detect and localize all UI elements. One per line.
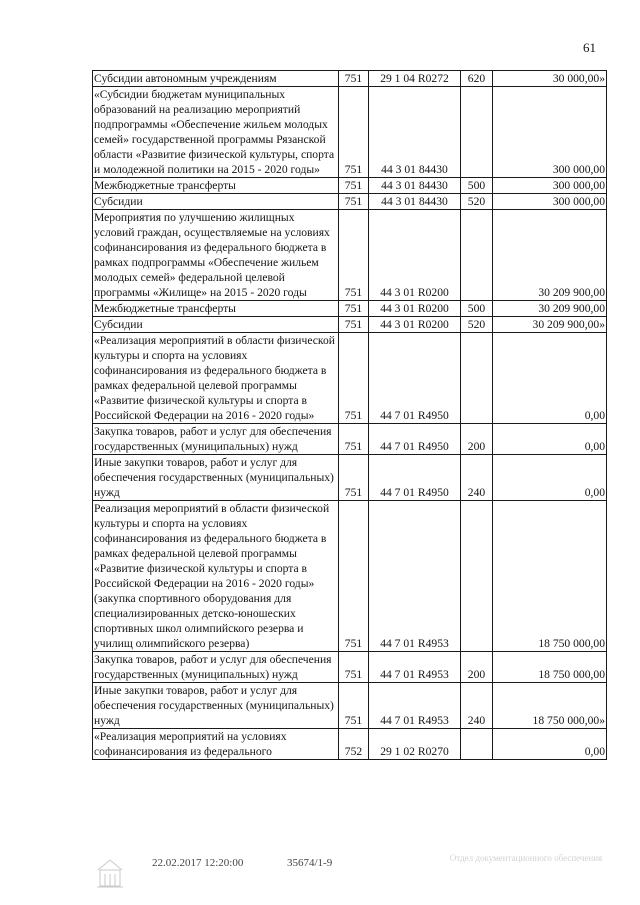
table-row — [93, 210, 607, 301]
cell-ministry: 751 — [339, 301, 369, 317]
cell-name: Иные закупки товаров, работ и услуг для обеспечения государственных (муниципальных) нужд — [93, 683, 339, 729]
cell-ministry: 751 — [339, 87, 369, 178]
cell-target-code: 44 3 01 84430 — [369, 178, 461, 194]
table-row — [93, 178, 607, 194]
cell-expense-type — [461, 501, 493, 652]
cell-amount: 300 000,00 — [493, 87, 607, 178]
cell-ministry: 751 — [339, 652, 369, 683]
cell-target-code: 44 3 01 84430 — [369, 194, 461, 210]
cell-target-code: 44 3 01 R0200 — [369, 301, 461, 317]
cell-expense-type — [461, 729, 493, 760]
footer-date: 22.02.2017 12:20:00 — [152, 857, 244, 869]
cell-amount: 0,00 — [493, 424, 607, 455]
cell-target-code: 44 7 01 R4953 — [369, 683, 461, 729]
cell-target-code: 44 7 01 R4953 — [369, 501, 461, 652]
cell-amount: 300 000,00 — [493, 178, 607, 194]
cell-name: Мероприятия по улучшению жилищных условий граждан, осуществляемые на условиях софинансирования из федерального бюджета в рамках подпрограммы «Обеспечение жильем молодых семей» федеральной целевой программы «Жилище» на 2015 - 2020 годы — [93, 210, 339, 301]
cell-amount: 0,00 — [493, 729, 607, 760]
budget-table-body — [93, 71, 607, 760]
cell-name: Субсидии — [93, 317, 339, 333]
table-row — [93, 333, 607, 424]
table-row — [93, 71, 607, 87]
cell-amount: 30 209 900,00» — [493, 317, 607, 333]
cell-expense-type: 520 — [461, 194, 493, 210]
cell-target-code: 44 7 01 R4950 — [369, 455, 461, 501]
cell-expense-type: 500 — [461, 301, 493, 317]
footer-watermark: Отдел документационного обеспечения — [449, 853, 603, 863]
cell-name: Иные закупки товаров, работ и услуг для обеспечения государственных (муниципальных) нужд — [93, 455, 339, 501]
cell-amount: 30 209 900,00 — [493, 301, 607, 317]
cell-target-code: 44 3 01 R0200 — [369, 317, 461, 333]
cell-name: Межбюджетные трансферты — [93, 178, 339, 194]
cell-ministry: 751 — [339, 333, 369, 424]
cell-expense-type — [461, 87, 493, 178]
cell-target-code: 44 3 01 84430 — [369, 87, 461, 178]
cell-target-code: 29 1 04 R0272 — [369, 71, 461, 87]
cell-expense-type: 500 — [461, 178, 493, 194]
table-row — [93, 501, 607, 652]
table-row — [93, 455, 607, 501]
cell-target-code: 44 7 01 R4953 — [369, 652, 461, 683]
cell-expense-type: 240 — [461, 455, 493, 501]
cell-target-code: 44 7 01 R4950 — [369, 424, 461, 455]
cell-ministry: 751 — [339, 424, 369, 455]
cell-target-code: 29 1 02 R0270 — [369, 729, 461, 760]
cell-ministry: 751 — [339, 501, 369, 652]
cell-name: «Реализация мероприятий в области физической культуры и спорта на условиях софинансирования из федерального бюджета в рамках федеральной целевой программы «Развитие физической культуры и спорта в Российской Федерации на 2016 - 2020 годы» — [93, 333, 339, 424]
cell-ministry: 751 — [339, 194, 369, 210]
cell-name: Закупка товаров, работ и услуг для обеспечения государственных (муниципальных) нужд — [93, 424, 339, 455]
cell-name: Межбюджетные трансферты — [93, 301, 339, 317]
cell-ministry: 751 — [339, 683, 369, 729]
cell-name: «Реализация мероприятий на условиях софинансирования из федерального — [93, 729, 339, 760]
emblem-icon — [96, 856, 124, 890]
cell-target-code: 44 7 01 R4950 — [369, 333, 461, 424]
cell-expense-type: 200 — [461, 424, 493, 455]
cell-name: Субсидии автономным учреждениям — [93, 71, 339, 87]
cell-ministry: 751 — [339, 455, 369, 501]
table-row — [93, 652, 607, 683]
table-row — [93, 87, 607, 178]
cell-amount: 0,00 — [493, 455, 607, 501]
cell-ministry: 751 — [339, 71, 369, 87]
cell-amount: 30 000,00» — [493, 71, 607, 87]
footer-document-code: 35674/1-9 — [287, 857, 333, 869]
cell-expense-type: 240 — [461, 683, 493, 729]
cell-name: «Субсидии бюджетам муниципальных образований на реализацию мероприятий подпрограммы «Обеспечение жильем молодых семей» государственной программы Рязанской области «Развитие физической культуры, спорта и молодежной политики на 2015 - 2020 годы» — [93, 87, 339, 178]
cell-amount: 18 750 000,00 — [493, 652, 607, 683]
cell-expense-type: 620 — [461, 71, 493, 87]
cell-expense-type: 200 — [461, 652, 493, 683]
page-number: 61 — [583, 40, 596, 55]
table-row — [93, 683, 607, 729]
cell-ministry: 751 — [339, 210, 369, 301]
table-row — [93, 729, 607, 760]
cell-amount: 30 209 900,00 — [493, 210, 607, 301]
cell-name: Закупка товаров, работ и услуг для обеспечения государственных (муниципальных) нужд — [93, 652, 339, 683]
cell-ministry: 751 — [339, 178, 369, 194]
cell-ministry: 751 — [339, 317, 369, 333]
cell-amount: 18 750 000,00» — [493, 683, 607, 729]
cell-expense-type — [461, 333, 493, 424]
cell-target-code: 44 3 01 R0200 — [369, 210, 461, 301]
cell-amount: 18 750 000,00 — [493, 501, 607, 652]
table-row — [93, 424, 607, 455]
cell-amount: 0,00 — [493, 333, 607, 424]
cell-amount: 300 000,00 — [493, 194, 607, 210]
cell-expense-type — [461, 210, 493, 301]
table-row — [93, 317, 607, 333]
cell-name: Субсидии — [93, 194, 339, 210]
cell-name: Реализация мероприятий в области физической культуры и спорта на условиях софинансирования из федерального бюджета в рамках федеральной целевой программы «Развитие физической культуры и спорта в Российской Федерации на 2016 - 2020 годы» (закупка спортивного оборудования для специализированных детско-юношеских спортивных школ олимпийского резерва и училищ олимпийского резерва) — [93, 501, 339, 652]
cell-ministry: 752 — [339, 729, 369, 760]
table-row — [93, 194, 607, 210]
table-row — [93, 301, 607, 317]
budget-table — [92, 70, 607, 760]
cell-expense-type: 520 — [461, 317, 493, 333]
